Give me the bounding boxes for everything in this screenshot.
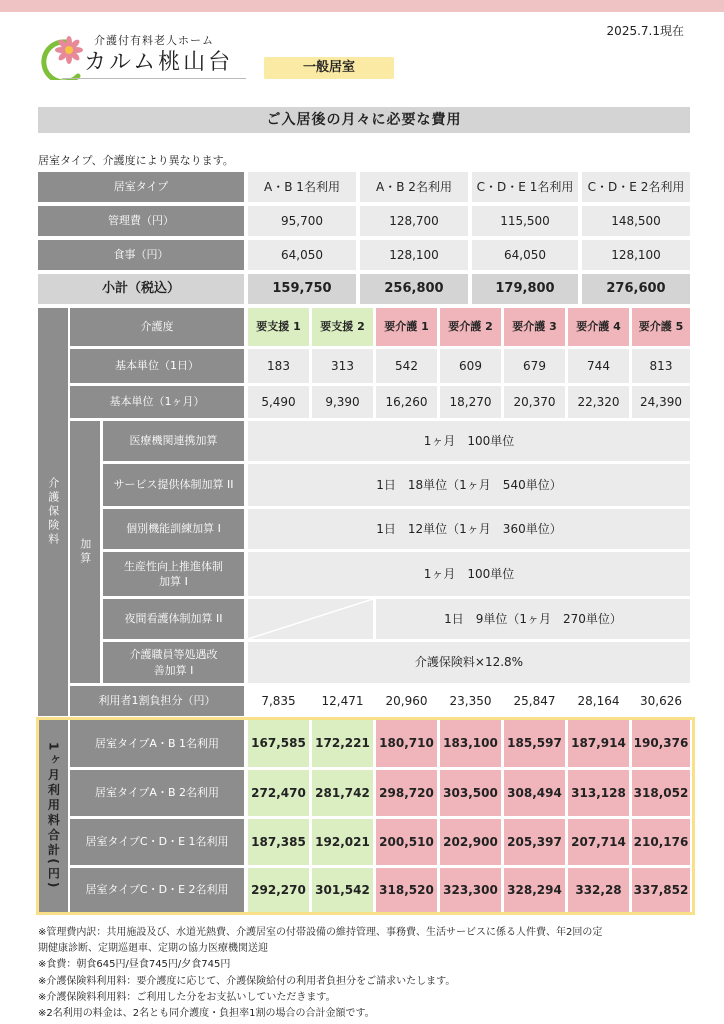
care-level-support: 要支援 2: [312, 308, 373, 346]
subtotal-cell: 256,800: [360, 274, 468, 304]
top-accent-bar: [0, 0, 724, 12]
logo-divider: [62, 78, 246, 79]
table-cell: 23,350: [449, 693, 492, 708]
addition-value: 1日 9単位（1ヶ月 270単位）: [376, 599, 690, 639]
addition-value: 1日 18単位（1ヶ月 540単位）: [248, 464, 690, 506]
total-cell: 192,021: [312, 819, 373, 865]
total-cell: 323,300: [440, 868, 501, 912]
total-cell: 187,385: [248, 819, 309, 865]
addition-label: 介護職員等処遇改善加算 I: [103, 642, 244, 683]
footnote: ※介護保険料利用料：要介護度に応じて、介護保険給付の利用者負担分をご請求いたします。: [38, 975, 456, 987]
room-type-col: A・B 2名利用: [360, 172, 468, 202]
table-cell: 24,390: [632, 386, 690, 418]
copay-label: 利用者1割負担分（円）: [70, 686, 244, 716]
total-cell: 183,100: [440, 720, 501, 767]
date-label: 2025.7.1現在: [606, 24, 684, 38]
room-type-col: A・B 1名利用: [248, 172, 356, 202]
room-type-col: C・D・E 1名利用: [472, 172, 578, 202]
monthly-total-label: 1ヶ月利用料合計(円): [38, 720, 68, 912]
total-cell: 207,714: [568, 819, 629, 865]
total-cell: 313,128: [568, 770, 629, 816]
care-level-care: 要介護 3: [504, 308, 565, 346]
row-label-management-fee: 管理費（円）: [38, 206, 244, 236]
addition-value: 1日 12単位（1ヶ月 360単位）: [248, 509, 690, 549]
addition-label: 医療機関連携加算: [103, 421, 244, 461]
care-insurance-group-label: 介護保険料: [38, 308, 68, 716]
table-cell: 64,050: [248, 240, 356, 270]
addition-label: 生産性向上推進体制加算 I: [103, 552, 244, 596]
total-cell: 301,542: [312, 868, 373, 912]
addition-value: 介護保険料×12.8%: [248, 642, 690, 683]
daily-unit-label: 基本単位（1日）: [70, 349, 244, 383]
section-title: ご入居後の月々に必要な費用: [38, 107, 690, 133]
table-cell: 183: [248, 349, 309, 383]
room-type-header: 居室タイプ: [38, 172, 244, 202]
table-cell: 609: [440, 349, 501, 383]
total-cell: 303,500: [440, 770, 501, 816]
total-row-label: 居室タイプC・D・E 2名利用: [70, 868, 244, 912]
table-cell: 95,700: [248, 206, 356, 236]
total-cell: 200,510: [376, 819, 437, 865]
addition-label: 夜間看護体制加算 II: [103, 599, 244, 639]
row-label-subtotal: 小計（税込）: [38, 274, 244, 304]
total-cell: 190,376: [632, 720, 690, 767]
subtotal-cell: 276,600: [582, 274, 690, 304]
table-cell: 64,050: [472, 240, 578, 270]
total-cell: 298,720: [376, 770, 437, 816]
total-row-label: 居室タイプA・B 2名利用: [70, 770, 244, 816]
table-cell: 128,100: [360, 240, 468, 270]
table-cell: 20,960: [385, 693, 428, 708]
total-cell: 187,914: [568, 720, 629, 767]
intro-text: 居室タイプ、介護度により異なります。: [38, 154, 234, 167]
footnote: ※介護保険料利用料：ご利用した分をお支払いしていただきます。: [38, 991, 336, 1003]
row-label-meal-fee: 食事（円）: [38, 240, 244, 270]
table-cell: 128,700: [360, 206, 468, 236]
addition-value: 1ヶ月 100単位: [248, 552, 690, 596]
total-row-label: 居室タイプA・B 1名利用: [70, 720, 244, 767]
table-cell: 18,270: [440, 386, 501, 418]
table-cell: 679: [504, 349, 565, 383]
total-cell: 202,900: [440, 819, 501, 865]
care-level-header: 介護度: [70, 308, 244, 346]
total-cell: 318,052: [632, 770, 690, 816]
total-cell: 180,710: [376, 720, 437, 767]
table-cell: 16,260: [376, 386, 437, 418]
footnotes: [38, 925, 698, 1022]
total-cell: 328,294: [504, 868, 565, 912]
total-cell: 318,520: [376, 868, 437, 912]
footnote: ※管理費内訳：共用施設及び、水道光熱費、介護居室の付帯設備の維持管理、事務費、生活サービスに係る人件費、年2回の定: [38, 927, 603, 938]
footnote: 期健康診断、定期巡廻車、定期の協力医療機関送迎: [38, 943, 268, 955]
total-cell: 281,742: [312, 770, 373, 816]
table-cell: 744: [568, 349, 629, 383]
total-cell: 185,597: [504, 720, 565, 767]
facility-name: カルム桃山台: [84, 50, 234, 75]
total-cell: 308,494: [504, 770, 565, 816]
table-cell: 5,490: [248, 386, 309, 418]
table-cell: 115,500: [472, 206, 578, 236]
monthly-unit-label: 基本単位（1ヶ月）: [70, 386, 244, 418]
facility-subtitle: 介護付有料老人ホーム: [94, 34, 214, 47]
total-row-label: 居室タイプC・D・E 1名利用: [70, 819, 244, 865]
addition-label: 個別機能訓練加算 I: [103, 509, 244, 549]
care-level-care: 要介護 1: [376, 308, 437, 346]
total-cell: 272,470: [248, 770, 309, 816]
total-cell: 205,397: [504, 819, 565, 865]
total-cell: 292,270: [248, 868, 309, 912]
table-cell: 148,500: [582, 206, 690, 236]
table-cell: 128,100: [582, 240, 690, 270]
table-cell: 813: [632, 349, 690, 383]
subtotal-cell: 179,800: [472, 274, 578, 304]
care-level-care: 要介護 4: [568, 308, 629, 346]
footnote: ※2名利用の料金は、2名とも同介護度・負担率1割の場合の合計金額です。: [38, 1007, 375, 1019]
table-cell: 542: [376, 349, 437, 383]
care-level-support: 要支援 1: [248, 308, 309, 346]
diagonal-line: [248, 599, 373, 639]
room-type-tag: 一般居室: [264, 57, 394, 79]
total-cell: 332,28: [568, 868, 629, 912]
table-cell: 28,164: [577, 693, 620, 708]
room-type-col: C・D・E 2名利用: [582, 172, 690, 202]
addition-value: 1ヶ月 100単位: [248, 421, 690, 461]
table-cell: 25,847: [513, 693, 556, 708]
table-cell: 22,320: [568, 386, 629, 418]
table-cell: 313: [312, 349, 373, 383]
total-cell: 210,176: [632, 819, 690, 865]
table-cell: 12,471: [321, 693, 364, 708]
total-cell: 172,221: [312, 720, 373, 767]
table-cell: 20,370: [504, 386, 565, 418]
total-cell: 337,852: [632, 868, 690, 912]
addition-label: サービス提供体制加算 II: [103, 464, 244, 506]
care-level-care: 要介護 5: [632, 308, 690, 346]
total-cell: 167,585: [248, 720, 309, 767]
care-level-care: 要介護 2: [440, 308, 501, 346]
table-cell: 9,390: [312, 386, 373, 418]
addition-group-label: 加算: [70, 421, 100, 683]
table-cell: 7,835: [261, 693, 296, 708]
table-cell: 30,626: [640, 693, 682, 708]
subtotal-cell: 159,750: [248, 274, 356, 304]
footnote: ※食費：朝食645円/昼食745円/夕食745円: [38, 959, 231, 971]
